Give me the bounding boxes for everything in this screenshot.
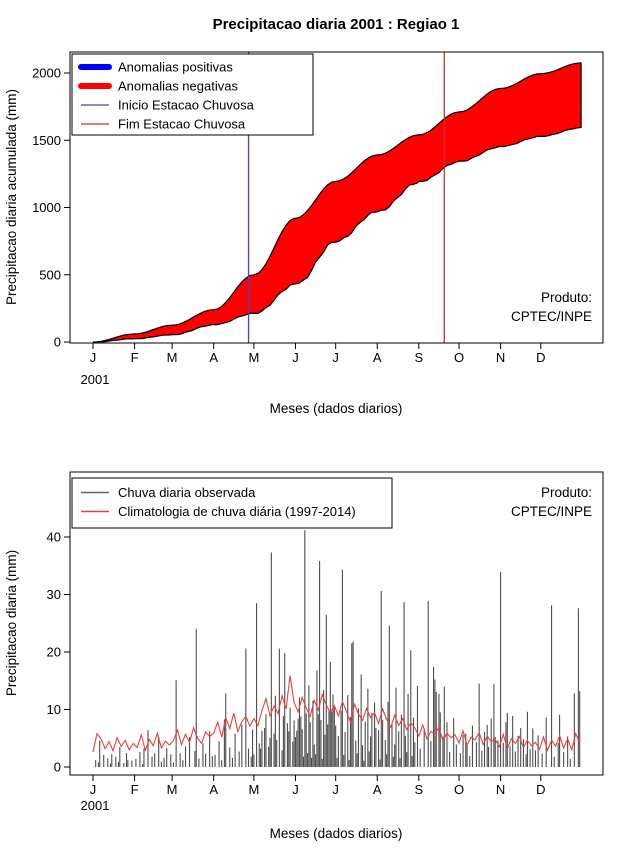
y-tick-label: 30: [46, 587, 61, 602]
y-tick-label: 0: [53, 334, 61, 350]
top-legend-item-4: Fim Estacao Chuvosa: [118, 116, 246, 132]
month-label: O: [453, 350, 465, 365]
month-label: S: [414, 782, 424, 797]
month-label: A: [209, 782, 219, 797]
month-label: M: [166, 782, 178, 797]
bottom-legend: [72, 478, 392, 528]
month-label: A: [209, 350, 219, 365]
bottom-daily-rain-bars: [96, 530, 580, 767]
top-legend-item-2: Anomalias negativas: [118, 78, 238, 94]
top-chart-title: Precipitacao diaria 2001 : Regiao 1: [212, 16, 460, 33]
month-label: D: [536, 782, 546, 797]
month-label: S: [414, 350, 424, 365]
month-label: F: [130, 350, 139, 365]
month-label: N: [495, 350, 506, 365]
y-tick-label: 20: [46, 644, 61, 660]
month-label: M: [166, 350, 178, 365]
top-legend-item-3: Inicio Estacao Chuvosa: [118, 97, 254, 113]
month-label: O: [453, 782, 465, 797]
bottom-produto-label: Produto:: [540, 485, 592, 500]
y-tick-label: 10: [46, 702, 61, 717]
top-produto-label: Produto:: [540, 290, 592, 305]
month-label: J: [89, 350, 97, 365]
bottom-legend-item-1: Chuva diaria observada: [118, 485, 256, 500]
top-legend-item-1: Anomalias positivas: [118, 59, 233, 75]
month-label: J: [292, 782, 299, 797]
y-tick-label: 2000: [32, 65, 61, 81]
y-tick-label: 40: [46, 529, 61, 545]
month-label: J: [292, 350, 299, 365]
month-label: J: [89, 782, 97, 797]
bottom-climatology-line: [93, 676, 580, 752]
top-legend: [72, 54, 313, 135]
top-produto-org-label: CPTEC/INPE: [510, 309, 592, 324]
bottom-y-axis-label: Precipitacao diaria (mm): [4, 549, 19, 697]
month-label: N: [495, 782, 506, 797]
climatology-polyline: [93, 676, 580, 752]
bottom-produto-org-label: CPTEC/INPE: [510, 504, 592, 519]
month-label: A: [372, 782, 382, 797]
y-tick-label: 500: [39, 267, 61, 283]
month-label: D: [536, 350, 546, 365]
top-y-axis-label: Precipitacao diaria acumulada (mm): [4, 88, 19, 306]
top-x-axis-label: Meses (dados diarios): [269, 401, 403, 416]
y-tick-label: 1000: [32, 200, 61, 215]
month-label: J: [332, 782, 339, 797]
month-label: J: [332, 350, 339, 365]
bottom-legend-item-2: Climatologia de chuva diária (1997-2014): [118, 504, 356, 519]
bottom-x-axis-label: Meses (dados diarios): [269, 826, 403, 841]
month-label: M: [248, 782, 260, 797]
month-label: A: [372, 350, 382, 365]
bottom-year-label: 2001: [80, 798, 110, 813]
month-label: M: [248, 350, 260, 365]
y-tick-label: 1500: [32, 132, 61, 148]
month-label: F: [130, 782, 139, 797]
y-tick-label: 0: [53, 759, 61, 775]
top-year-label: 2001: [80, 372, 110, 387]
